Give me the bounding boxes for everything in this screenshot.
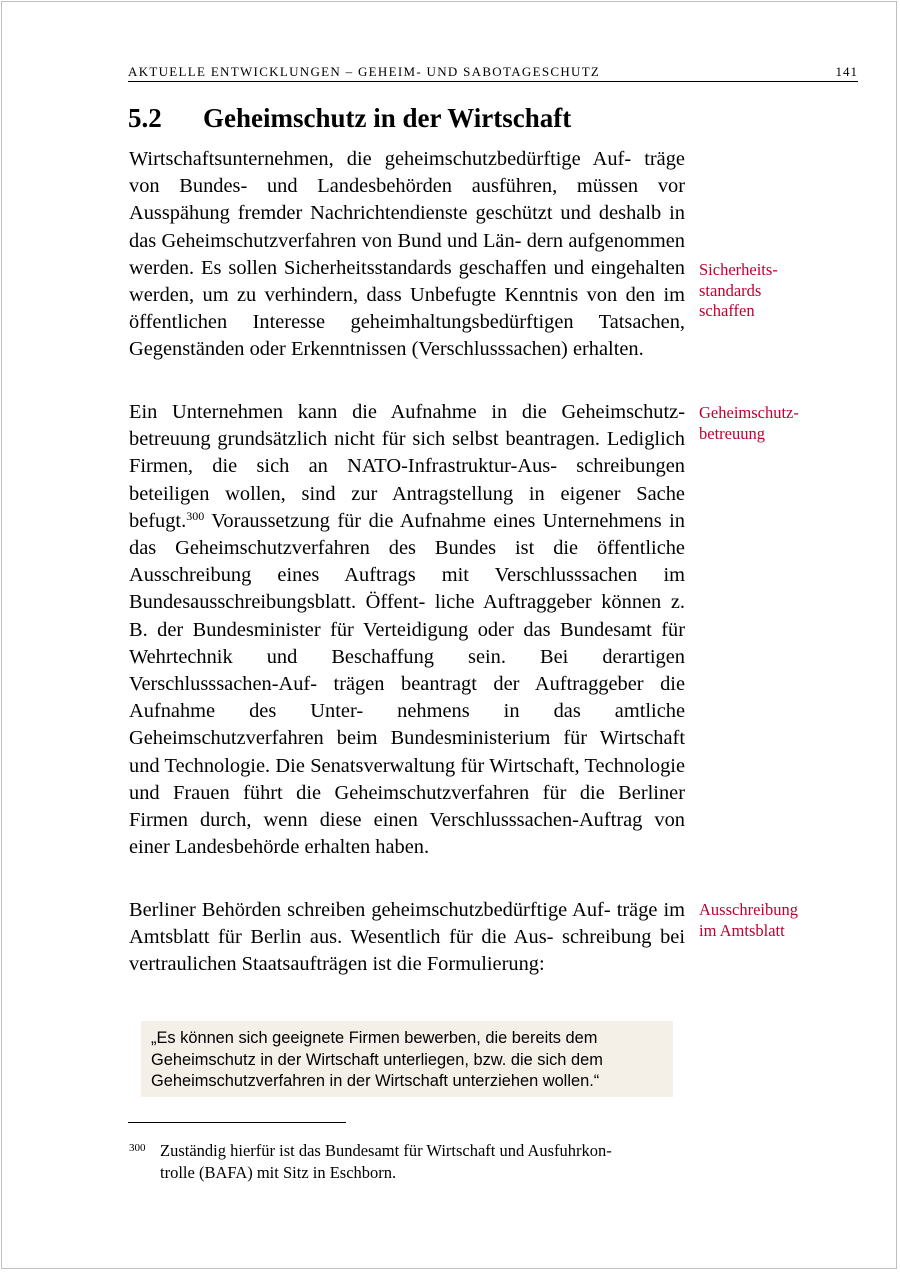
text-line: geheimhaltungsbedürftigen Tatsachen, Gegenständen oder	[129, 311, 685, 361]
margin-note-line: schaffen	[699, 301, 755, 320]
text-line: Senatsverwaltung für Wirtschaft, Technologie und Frauen	[129, 754, 685, 804]
text-line: Ein Unternehmen kann die Aufnahme in die Geheimschutz-	[129, 401, 685, 423]
text-line: Beschaffung sein. Bei derartigen Verschlusssachen-Auf-	[129, 645, 685, 696]
text-line: deshalb in das Geheimschutzverfahren von Bund und Län-	[129, 202, 685, 252]
text-line: Formulierung:	[426, 953, 545, 976]
text-line: Verschlusssachen im Bundesausschreibungsblatt. Öffent-	[129, 564, 685, 614]
text-line: träge von Bundes- und Landesbehörden ausführen, müssen	[129, 148, 685, 198]
margin-note-geheimschutzbetreuung	[699, 403, 849, 444]
footnote-reference[interactable]: 300	[186, 508, 205, 523]
text-line: Wirtschaftsunternehmen, die geheimschutzbedürftige Auf-	[129, 148, 632, 170]
text-line: Bundes ist die öffentliche Ausschreibung eines Auftrags mit	[129, 537, 685, 587]
text-line: Lediglich Firmen, die sich an NATO-Infrastruktur-Aus-	[129, 428, 685, 478]
text-line: dern aufgenommen werden. Es sollen Sicherheitsstandards	[129, 229, 686, 279]
section-heading	[128, 103, 688, 134]
text-line: Voraussetzung für die Aufnahme	[204, 509, 486, 532]
quote-box	[141, 1021, 673, 1097]
section-number: 5.2	[128, 103, 162, 133]
margin-note-line: Ausschreibung	[699, 900, 798, 919]
running-header-title: AKTUELLE ENTWICKLUNGEN – GEHEIM- UND SABOTAGESCHUTZ	[128, 64, 601, 79]
margin-note-line: Geheimschutz-	[699, 403, 799, 422]
text-line: Verteidigung oder das Bundesamt für Wehrtechnik und	[129, 618, 686, 668]
text-line: nehmens in das amtliche Geheimschutzverfahren beim	[129, 700, 685, 750]
text-line: eigener Sache befugt.	[129, 482, 685, 532]
text-line: geschaffen und eingehalten werden, um zu verhindern, dass	[129, 256, 685, 307]
body-paragraph-3	[129, 897, 685, 979]
quote-line: Geheimschutz in der Wirtschaft unterliegen, bzw. die sich dem	[151, 1050, 603, 1069]
footnote-line: Zuständig hierfür ist das Bundesamt für Wirtschaft und Ausfuhrkon-	[160, 1141, 612, 1160]
body-paragraph-1	[129, 146, 685, 364]
text-line: Erkenntnissen (Verschlusssachen) erhalten.	[290, 338, 644, 361]
text-line: Berliner Behörden schreiben geheimschutzbedürftige Auf-	[129, 899, 611, 921]
text-line: liche Auftraggeber können z. B. der Bundesminister für	[129, 591, 685, 641]
margin-note-line: im Amtsblatt	[699, 920, 785, 940]
text-line: Unbefugte Kenntnis von den im öffentlichen Interesse	[129, 284, 685, 334]
text-line: vor Ausspähung fremder Nachrichtendienste geschützt und	[129, 175, 685, 225]
text-line: schreibung bei vertraulichen Staatsaufträgen ist die	[129, 926, 685, 976]
margin-note-line: Sicherheits-	[699, 260, 778, 279]
margin-note-line: standards	[699, 280, 762, 300]
section-title: Geheimschutz in der Wirtschaft	[203, 103, 572, 133]
text-line: betreuung grundsätzlich nicht für sich selbst beantragen.	[129, 428, 600, 451]
running-header	[128, 62, 858, 82]
footnote-separator	[128, 1122, 346, 1123]
text-line: träge im Amtsblatt für Berlin aus. Wesentlich für die Aus-	[129, 899, 685, 949]
text-line: schreibungen beteiligen wollen, sind zur Antragstellung in	[129, 455, 685, 505]
margin-note-line: betreuung	[699, 423, 765, 443]
text-line: führt die Geheimschutzverfahren für die Berliner Firmen	[129, 781, 685, 832]
margin-note-sicherheitsstandards	[699, 260, 849, 322]
quote-line: „Es können sich geeignete Firmen bewerben, die bereits dem	[151, 1029, 598, 1047]
text-line: Bundesministerium für Wirtschaft und Technologie. Die	[129, 727, 685, 777]
text-line: durch, wenn diese einen Verschlusssachen-Auftrag von einer	[129, 809, 685, 859]
footnote-line: trolle (BAFA) mit Sitz in Eschborn.	[160, 1162, 397, 1182]
footnote	[129, 1140, 685, 1183]
page-number: 141	[835, 64, 858, 79]
margin-note-ausschreibung	[699, 900, 849, 941]
footnote-number: 300	[129, 1142, 146, 1154]
footnote-text	[160, 1140, 685, 1183]
text-line: Landesbehörde erhalten haben.	[174, 836, 430, 859]
text-line: eines Unternehmens in das Geheimschutzverfahren des	[129, 509, 685, 560]
body-paragraph-2	[129, 399, 685, 861]
text-line: trägen beantragt der Auftraggeber die Aufnahme des Unter-	[129, 673, 685, 723]
quote-line: Geheimschutzverfahren in der Wirtschaft unterziehen wollen.“	[151, 1072, 600, 1090]
